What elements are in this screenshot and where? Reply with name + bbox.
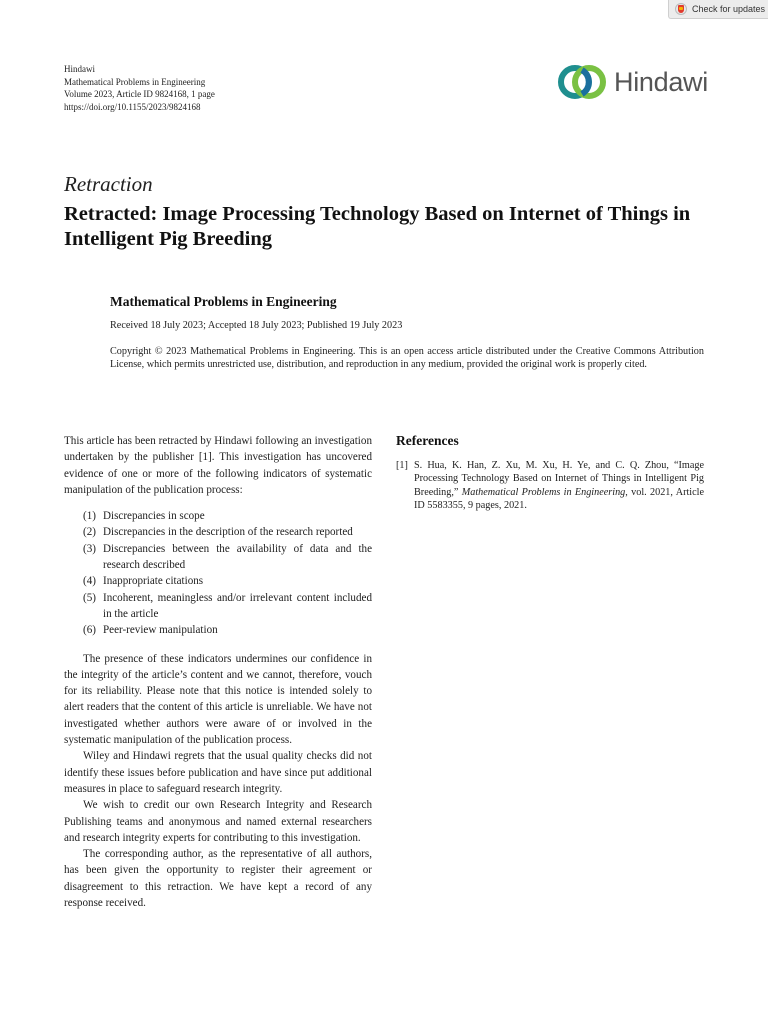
reference-authors-title: S. Hua, K. Han, Z. Xu, M. Xu, H. Ye, and C. Q. Zhou, “Image Processing Technology Based on Internet of Things in Intelligent Pig Breeding,” [414, 460, 704, 498]
list-item-text: Inappropriate citations [103, 575, 204, 588]
list-item-text: Incoherent, meaningless and/or irrelevant content included in the article [103, 591, 372, 620]
list-item-number: (3) [83, 542, 96, 555]
reference-details: , vol. 2021, Article ID 5583355, 9 pages, 2021. [414, 486, 704, 511]
list-item-text: Discrepancies in scope [103, 510, 205, 523]
crossmark-icon [675, 3, 687, 15]
list-item [64, 590, 372, 623]
article-title: Retracted: Image Processing Technology Based on Internet of Things in Intelligent Pig Breeding [64, 203, 691, 250]
publisher-name: Hindawi [64, 64, 95, 74]
list-item-text: Peer-review manipulation [103, 624, 218, 637]
list-item-number: (2) [83, 526, 96, 539]
publication-block [110, 294, 704, 371]
body-paragraph: We wish to credit our own Research Integrity and Research Publishing teams and anonymous and named external researchers and research integrity experts for contributing to this investigation. [64, 799, 372, 844]
list-item [64, 508, 372, 524]
author-journal: Mathematical Problems in Engineering [110, 294, 337, 309]
copyright-notice: Copyright © 2023 Mathematical Problems in Engineering. This is an open access article distributed under the Creative Commons Attribution License, which permits unrestricted use, distribution, and reproduction in any medium, provided the original work is properly cited. [110, 346, 704, 370]
references-heading: References [396, 433, 459, 448]
references-section [396, 433, 704, 512]
publication-dates: Received 18 July 2023; Accepted 18 July 2023; Published 19 July 2023 [110, 320, 403, 331]
retraction-body [64, 433, 372, 911]
body-paragraph: The presence of these indicators undermines our confidence in the integrity of the article’s content and we cannot, therefore, vouch for its reliability. Please note that this notice is intended solely to alert readers that the content of this article is unreliable. We have not investigated whether authors were aware of or involved in the systematic manipulation of the publication process. [64, 652, 372, 747]
list-item [64, 524, 372, 540]
hindawi-logo [556, 62, 708, 102]
hindawi-logo-text: Hindawi [614, 66, 708, 97]
reference-number: [1] [396, 460, 408, 471]
list-item [64, 541, 372, 574]
intro-paragraph: This article has been retracted by Hindawi following an investigation undertaken by the publisher [1]. This investigation has uncovered evidence of one or more of the following indicators of systematic manipulation of the publication process: [64, 435, 372, 496]
list-item-number: (6) [83, 624, 96, 637]
body-paragraph: The corresponding author, as the representative of all authors, has been given the opportunity to register their agreement or disagreement to this retraction. We have kept a record of any response received. [64, 848, 372, 910]
journal-info [64, 63, 215, 113]
list-item [64, 622, 372, 638]
list-item [64, 573, 372, 589]
list-item-text: Discrepancies between the availability of data and the research described [103, 542, 372, 572]
reference-item [396, 459, 704, 512]
reference-journal: Mathematical Problems in Engineering [461, 486, 626, 498]
reference-text [414, 459, 704, 512]
list-item-text: Discrepancies in the description of the research reported [103, 526, 353, 539]
hindawi-logo-icon [556, 62, 608, 102]
indicators-list [64, 508, 372, 638]
list-item-number: (1) [83, 510, 96, 523]
list-item-number: (4) [83, 575, 96, 588]
list-item-number: (5) [83, 591, 96, 604]
article-type: Retraction [64, 172, 153, 196]
check-for-updates-button[interactable] [668, 0, 768, 19]
body-paragraph: Wiley and Hindawi regrets that the usual quality checks did not identify these issues before publication and have since put additional measures in place to safeguard research integrity. [64, 750, 372, 795]
doi-link[interactable]: https://doi.org/10.1155/2023/9824168 [64, 101, 201, 112]
check-for-updates-label: Check for updates [692, 4, 766, 14]
journal-name: Mathematical Problems in Engineering [64, 76, 206, 87]
volume-line: Volume 2023, Article ID 9824168, 1 page [64, 89, 215, 99]
